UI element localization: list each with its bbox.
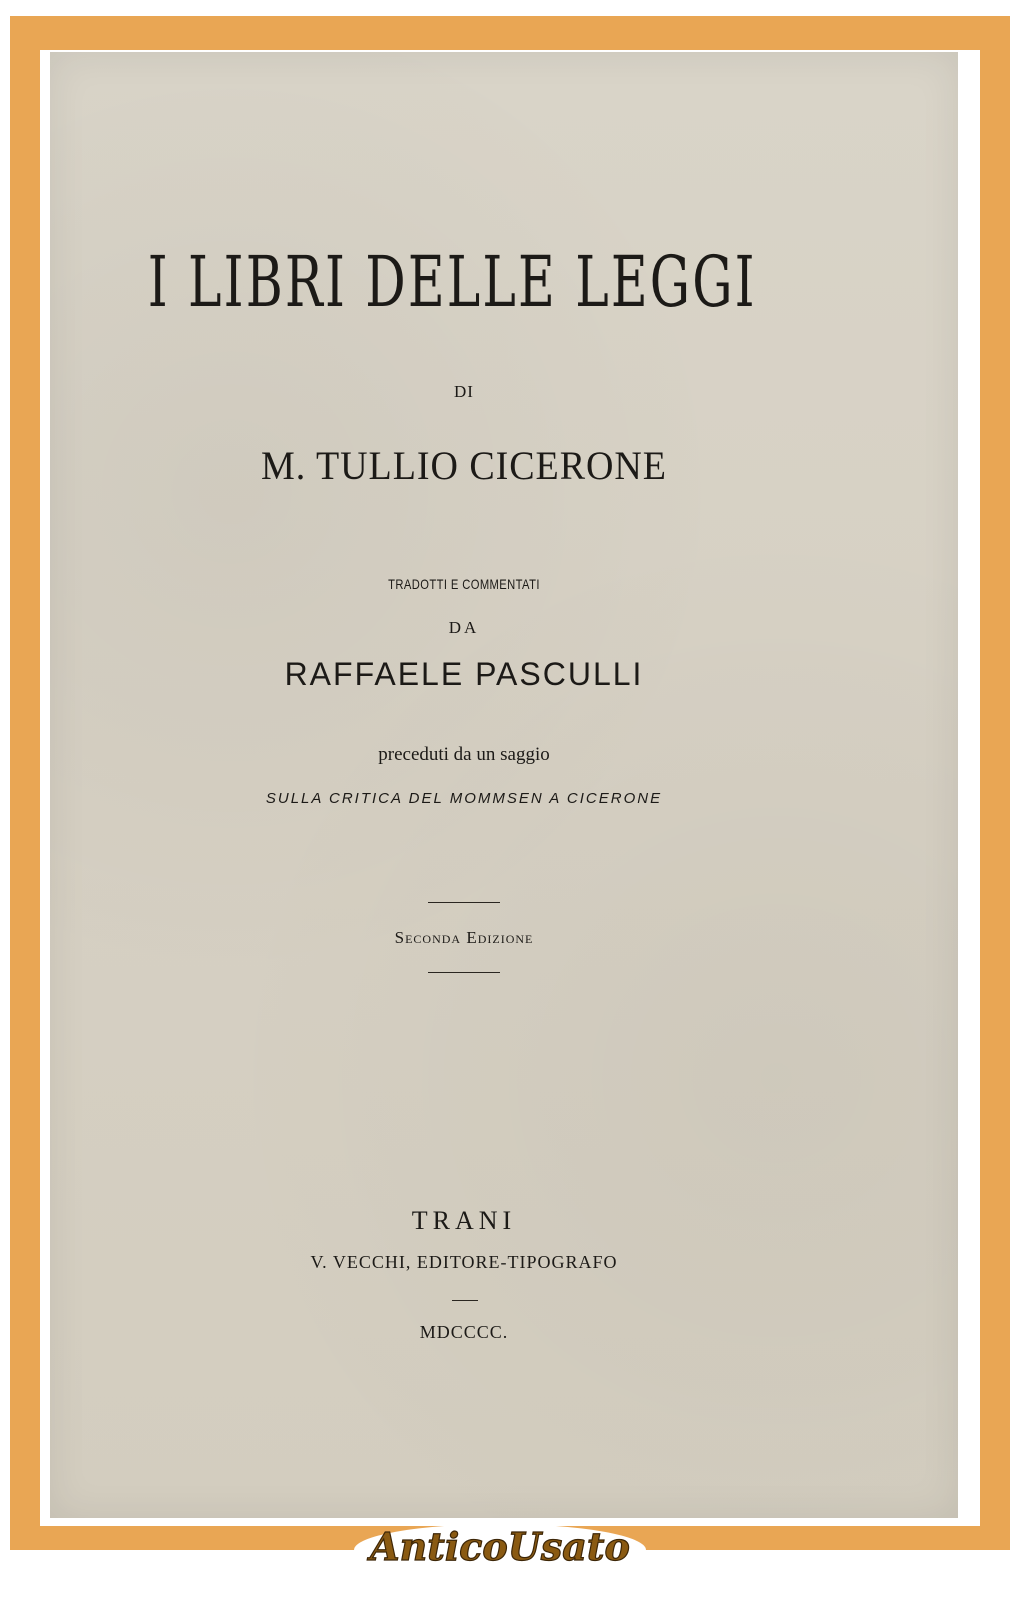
publication-city: TRANI	[411, 1206, 517, 1235]
author-name: M. TULLIO CICERONE	[261, 443, 667, 488]
publication-year: MDCCCC.	[419, 1322, 509, 1342]
anticousato-logo	[350, 1518, 650, 1578]
preceded-note: preceduti da un saggio	[378, 744, 550, 765]
divider-top	[428, 902, 500, 903]
title-page	[50, 52, 958, 1518]
book-title: I LIBRI DELLE LEGGI	[147, 241, 757, 323]
svg-text:AnticoUsato: AnticoUsato	[370, 1524, 630, 1569]
translator-name: RAFFAELE PASCULLI	[284, 656, 644, 692]
translated-note: TRADOTTI E COMMENTATI	[388, 576, 540, 592]
edition-label: Seconda Edizione	[394, 928, 534, 947]
divider-bottom	[428, 972, 500, 973]
essay-title: SULLA CRITICA DEL MOMMSEN A CICERONE	[265, 790, 663, 807]
publisher-name: V. VECCHI, EDITORE-TIPOGRAFO	[310, 1252, 618, 1272]
di-label: DI	[454, 382, 474, 401]
da-label: DA	[448, 618, 480, 637]
divider-small	[452, 1300, 478, 1301]
